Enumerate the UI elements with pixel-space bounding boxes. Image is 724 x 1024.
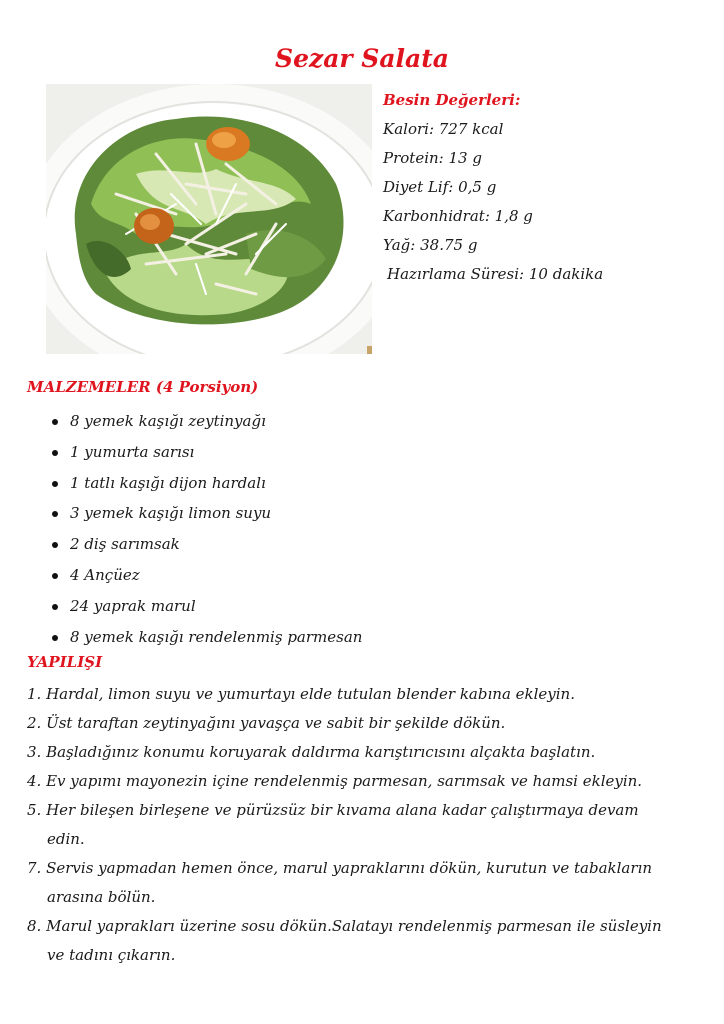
- step-1: [27, 680, 680, 709]
- list-item: 2 diş sarımsak: [48, 529, 362, 560]
- list-item: 4 Ançüez: [48, 560, 362, 591]
- list-item: 3 yemek kaşığı limon suyu: [48, 498, 362, 529]
- step-number: 7.: [27, 859, 42, 877]
- prep-time: Hazırlama Süresi: 10 dakika: [387, 265, 604, 283]
- list-item: 1 yumurta sarısı: [48, 437, 362, 468]
- step-7-continued: arasına bölün.: [47, 888, 156, 906]
- fiber-value: Diyet Lif: 0,5 g: [383, 178, 497, 196]
- steps-list: [27, 680, 680, 970]
- step-number: 2.: [27, 714, 42, 732]
- step-3: [27, 738, 680, 767]
- fat-value: Yağ: 38.75 g: [383, 236, 478, 254]
- nutrition-heading: Besin Değerleri:: [383, 91, 521, 109]
- step-8-continued: ve tadını çıkarın.: [47, 946, 176, 964]
- step-text: Başladığınız konumu koruyarak daldırma karıştırıcısını alçakta başlatın.: [46, 743, 596, 761]
- step-text: Üst taraftan zeytinyağını yavaşça ve sabit bir şekilde dökün.: [46, 714, 506, 732]
- step-8: [27, 912, 680, 941]
- carbs-value: Karbonhidrat: 1,8 g: [383, 207, 533, 225]
- list-item: 8 yemek kaşığı zeytinyağı: [48, 406, 362, 437]
- step-5-continued: edin.: [47, 830, 85, 848]
- nutrition-facts: [383, 86, 603, 289]
- list-item: 8 yemek kaşığı rendelenmiş parmesan: [48, 622, 362, 653]
- step-number: 1.: [27, 685, 42, 703]
- list-item: 24 yaprak marul: [48, 591, 362, 622]
- list-item: 1 tatlı kaşığı dijon hardalı: [48, 468, 362, 499]
- step-text: Her bileşen birleşene ve pürüzsüz bir kıvama alana kadar çalıştırmaya devam: [46, 801, 639, 819]
- step-number: 4.: [27, 772, 42, 790]
- step-2: [27, 709, 680, 738]
- step-number: 3.: [27, 743, 42, 761]
- step-5: [27, 796, 680, 825]
- ingredients-heading: MALZEMELER (4 Porsiyon): [27, 378, 259, 396]
- step-number: 8.: [27, 917, 42, 935]
- steps-heading: YAPILIŞI: [27, 653, 103, 671]
- step-text: Servis yapmadan hemen önce, marul yapraklarını dökün, kurutun ve tabakların: [46, 859, 652, 877]
- protein-value: Protein: 13 g: [383, 149, 482, 167]
- step-text: Ev yapımı mayonezin içine rendelenmiş parmesan, sarımsak ve hamsi ekleyin.: [46, 772, 643, 790]
- ingredients-list: [48, 406, 362, 652]
- step-text: Marul yaprakları üzerine sosu dökün.Salatayı rendelenmiş parmesan ile süsleyin: [46, 917, 662, 935]
- calories-value: Kalori: 727 kcal: [383, 120, 504, 138]
- step-number: 5.: [27, 801, 42, 819]
- recipe-title: Sezar Salata: [275, 44, 449, 73]
- caesar-salad-photo: [46, 84, 372, 354]
- step-4: [27, 767, 680, 796]
- step-text: Hardal, limon suyu ve yumurtayı elde tutulan blender kabına ekleyin.: [46, 685, 575, 703]
- step-7: [27, 854, 680, 883]
